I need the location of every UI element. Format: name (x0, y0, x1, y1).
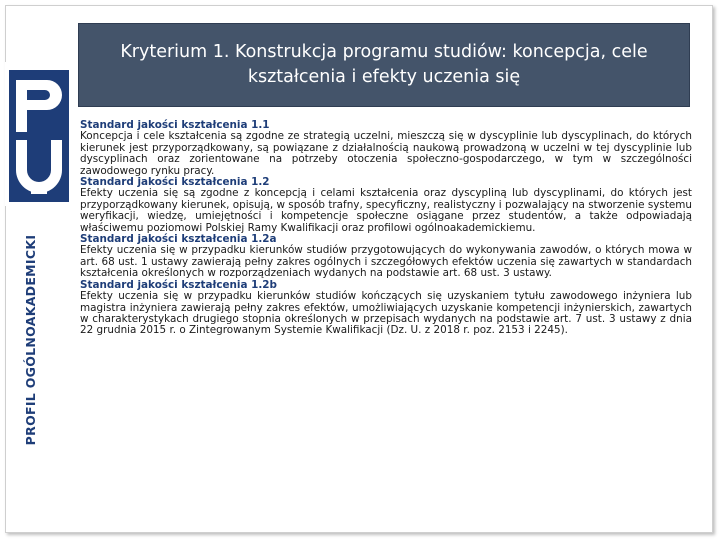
pka-logo-icon (9, 70, 69, 202)
standard-body: Koncepcja i cele kształcenia są zgodne ze strategią uczelni, mieszczą się w dyscyplinie lub dyscyplinach, do których kierunek jest przyporządkowany, są powiązane z działalnością naukową prowadzoną w uczelni w tej dyscyplinie lub dyscyplinach oraz zorientowane na potrzeby otoczenia społeczno-gospodarczego, w tym w szczególności zawodowego rynku pracy. (80, 130, 692, 177)
standard-heading: Standard jakości kształcenia 1.2 (80, 176, 270, 189)
standard-heading: Standard jakości kształcenia 1.2b (80, 278, 277, 291)
standard-body: Efekty uczenia się w przypadku kierunków studiów przygotowujących do wykonywania zawodów, o których mowa w art. 68 ust. 1 ustawy zawierają pełny zakres ogólnych i szczegółowych efektów uczenia się zawartych w standardach kształcenia określonych w rozporządzeniach wydanych na podstawie art. 68 ust. 3 ustawy. (80, 244, 692, 280)
standard-body: Efekty uczenia się w przypadku kierunków studiów kończących się uzyskaniem tytułu zawodowego inżyniera lub magistra inżyniera zawierają pełny zakres efektów, umożliwiających uzyskanie kompetencji inżynierskich, zawartych w charakterystykach drugiego stopnia określonych w przepisach wydanych na podstawie art. 7 ust. 3 ustawy z dnia 22 grudnia 2015 r. o Zintegrowanym Systemie Kwalifikacji (Dz. U. z 2018 r. poz. 2153 i 2245). (80, 290, 692, 337)
slide-title: Kryterium 1. Konstrukcja programu studiów: koncepcja, cele kształcenia i efekty uczenia się (120, 42, 648, 87)
standards-content (80, 120, 692, 337)
standard-body: Efekty uczenia się są zgodne z koncepcją i celami kształcenia oraz dyscypliną lub dyscyplinami, do których jest przyporządkowany kierunek, opisują, w sposób trafny, specyficzny, realistyczny i pozwalający na stworzenie systemu weryfikacji, wiedzę, umiejętności i kompetencje społeczne osiągane przez studentów, a także odpowiadają właściwemu poziomowi Polskiej Ramy Kwalifikacji oraz profilowi ogólnoakademickiemu. (80, 187, 692, 234)
profile-side-label: PROFIL OGÓLNOAKADEMICKI (23, 234, 38, 446)
title-banner (78, 23, 690, 107)
standard-heading: Standard jakości kształcenia 1.1 (80, 119, 270, 131)
standard-heading: Standard jakości kształcenia 1.2a (80, 233, 277, 246)
